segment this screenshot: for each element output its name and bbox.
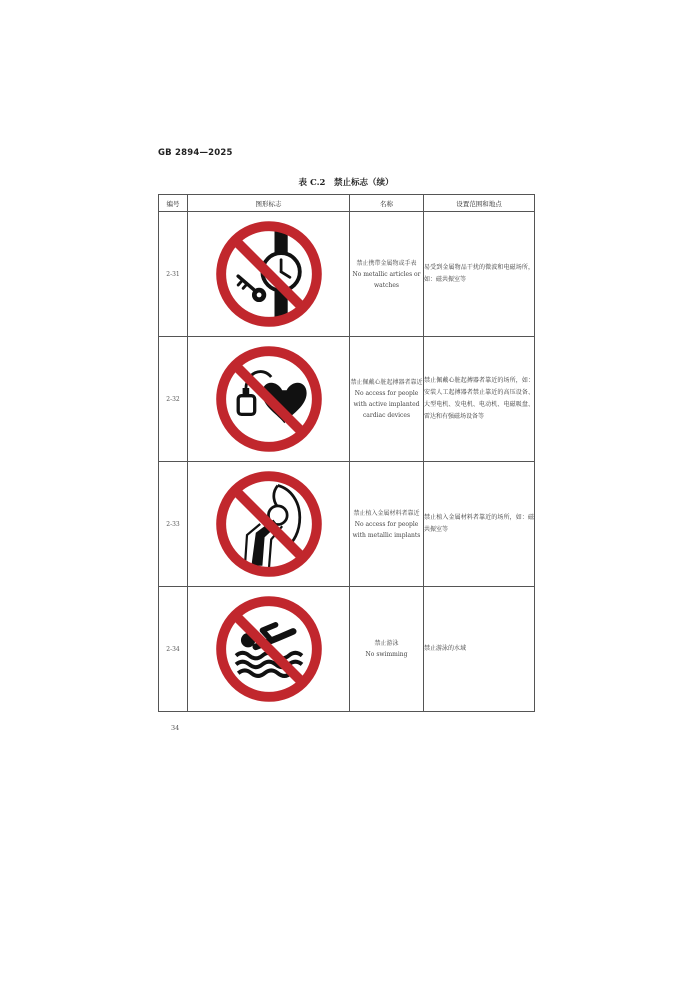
sign-number: 2-33 xyxy=(159,462,188,587)
sign-name-english: No access for people with metallic implants xyxy=(352,520,421,539)
sign-name-english: No access for people with active implanted cardiac devices xyxy=(353,390,420,419)
sign-name-chinese: 禁止植入金属材料者靠近 xyxy=(353,509,420,517)
sign-scope: 易受到金属物品干扰的微波和电磁场所，如：磁共振室等 xyxy=(424,212,535,337)
table-row xyxy=(159,337,535,462)
sign-scope: 禁止游泳的水域 xyxy=(424,587,535,712)
sign-name-english: No metallic articles or watches xyxy=(352,270,421,289)
sign-scope: 禁止佩戴心脏起搏器者靠近的场所，如：安装人工起搏器者禁止靠近的高压设备、大型电机、发电机、电动机、电磁吸盘、雷达和有强磁场设备等 xyxy=(424,337,535,462)
sign-graphic-cell xyxy=(188,337,350,462)
column-header-graphic: 图形标志 xyxy=(188,195,350,212)
prohibition-signs-table xyxy=(158,194,535,712)
no-metallic-articles-or-watches-sign-icon xyxy=(214,219,324,329)
sign-name xyxy=(350,337,424,462)
no-metal-implants-sign-icon xyxy=(214,469,324,579)
standard-code: GB 2894—2025 xyxy=(158,148,233,158)
sign-name xyxy=(350,587,424,712)
sign-name xyxy=(350,212,424,337)
table-header-row xyxy=(159,195,535,212)
sign-graphic-cell xyxy=(188,462,350,587)
column-header-number: 编号 xyxy=(159,195,188,212)
sign-number: 2-31 xyxy=(159,212,188,337)
no-swimming-sign-icon xyxy=(214,594,324,704)
column-header-scope: 设置范围和地点 xyxy=(424,195,535,212)
sign-scope: 禁止植入金属材料者靠近的场所，如：磁共振室等 xyxy=(424,462,535,587)
table-row xyxy=(159,212,535,337)
sign-name-chinese: 禁止游泳 xyxy=(374,640,399,647)
sign-name-chinese: 禁止携带金属物或手表 xyxy=(356,259,417,267)
column-header-name: 名称 xyxy=(350,195,424,212)
sign-name-chinese: 禁止佩戴心脏起搏器者靠近 xyxy=(350,379,423,386)
no-pacemaker-sign-icon xyxy=(214,344,324,454)
table-title: 表 C.2 禁止标志（续） xyxy=(298,178,394,188)
sign-graphic-cell xyxy=(188,212,350,337)
sign-number: 2-32 xyxy=(159,337,188,462)
sign-number: 2-34 xyxy=(159,587,188,712)
table-row xyxy=(159,587,535,712)
table-row xyxy=(159,462,535,587)
sign-graphic-cell xyxy=(188,587,350,712)
sign-name xyxy=(350,462,424,587)
page-number: 34 xyxy=(171,724,180,732)
sign-name-english: No swimming xyxy=(365,651,408,658)
